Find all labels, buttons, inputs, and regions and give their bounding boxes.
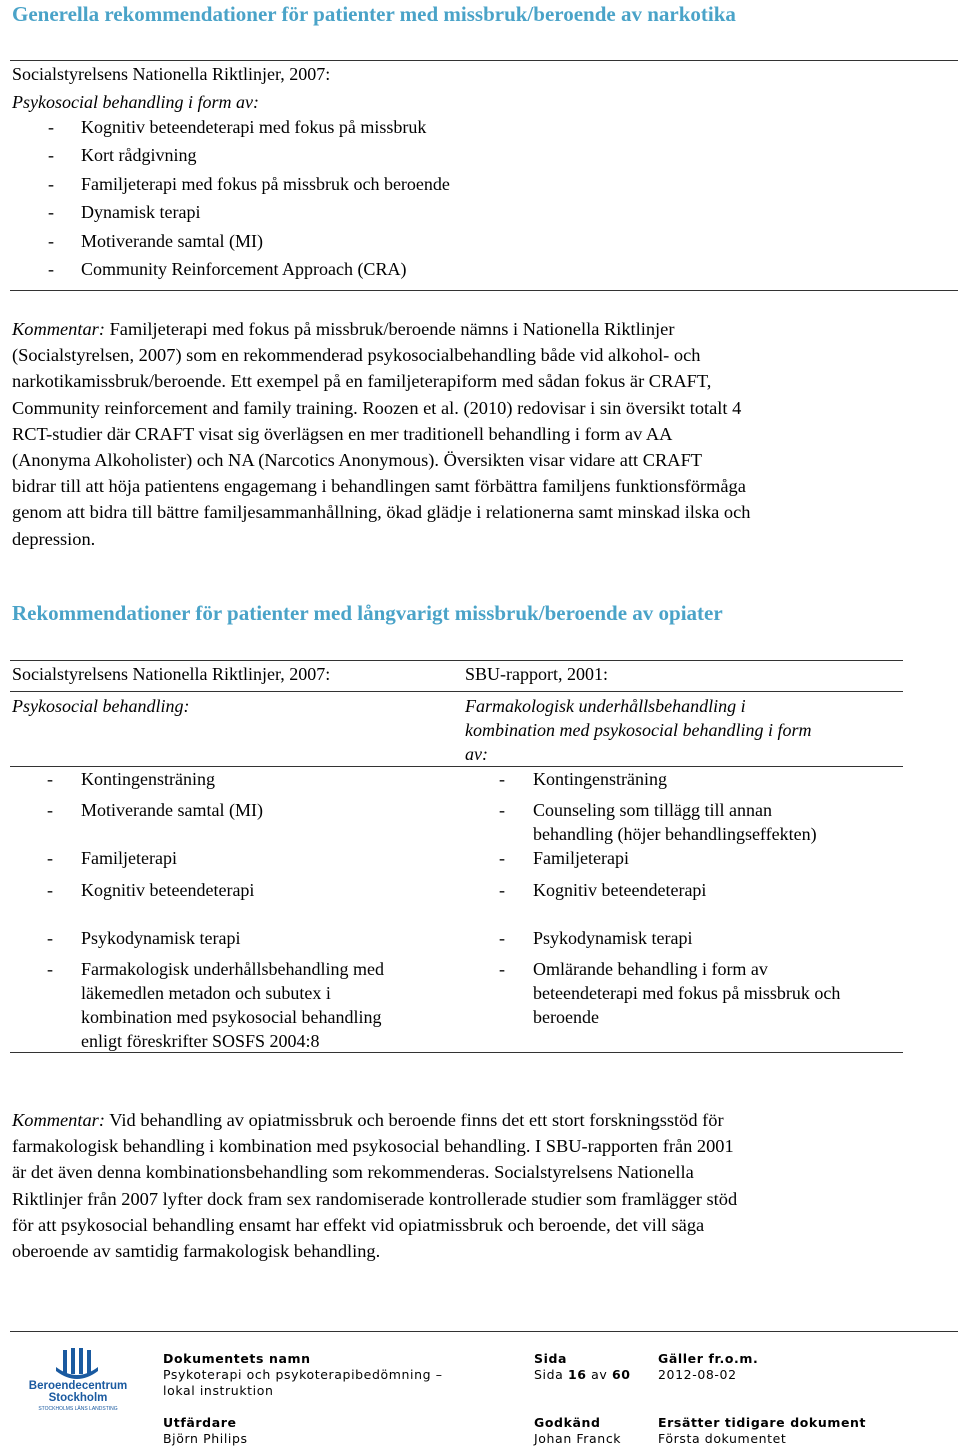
page-label: Sida — [534, 1351, 568, 1366]
table-left-item: Farmakologisk underhållsbehandling med läkemedlen metadon och subutex i kombination med psykosocial behandling enligt föreskrifter SOSFS 2004:8 — [81, 959, 384, 1051]
doc-name-line2: lokal instruktion — [163, 1383, 274, 1398]
logo-mark-icon — [22, 1347, 134, 1413]
logo-text-line3: STOCKHOLMS LÄNS LANDSTING — [38, 1406, 118, 1412]
table-header-left: Socialstyrelsens Nationella Riktlinjer, 2007: — [12, 664, 331, 684]
table-right-item: Omlärande behandling i form av beteendeterapi med fokus på missbruk och beroende — [533, 959, 841, 1027]
divider — [10, 290, 958, 291]
table-header-right: SBU-rapport, 2001: — [465, 664, 608, 684]
table-left-item: Familjeterapi — [81, 848, 177, 868]
footer-rule — [10, 1331, 958, 1332]
table-right-item: Counseling som tillägg till annan behandling (höjer behandlingseffekten) — [533, 800, 817, 844]
table-bottom-rule — [10, 1052, 903, 1053]
organization-logo — [22, 1347, 134, 1413]
table-left-item: Motiverande samtal (MI) — [81, 800, 263, 820]
comment-label: Kommentar: — [12, 1110, 105, 1130]
approved-label: Godkänd — [534, 1415, 601, 1430]
table-left-item: Psykodynamisk terapi — [81, 928, 241, 948]
valid-from-label: Gäller fr.o.m. — [658, 1351, 759, 1366]
valid-from-date: 2012-08-02 — [658, 1367, 737, 1382]
logo-text-line1: Beroendecentrum — [28, 1380, 128, 1392]
replaces-value: Första dokumentet — [658, 1431, 787, 1446]
issuer-label: Utfärdare — [163, 1415, 237, 1430]
table-header-rule — [10, 691, 903, 692]
table-right-item: Psykodynamisk terapi — [533, 928, 693, 948]
treatment-subheading: Psykosocial behandling i form av: — [12, 92, 259, 112]
table-left-item: Kognitiv beteendeterapi — [81, 880, 255, 900]
page-number: Sida 16 av 60 — [534, 1367, 631, 1382]
comment-paragraph: Kommentar: Vid behandling av opiatmissbruk och beroende finns det ett stort forskningsstöd för farmakologisk behandling i kombination med psykosocial behandling. I SBU-rapporten från 2001 är det även denna kombinationsbehandling som rekommenderas. Socialstyrelsens Nationella Riktlinjer från 2007 lyfter dock fram sex randomiserade kontrollerade studier som framlägger stöd för att psykosocial behandling ensamt har effekt vid opiatmissbruk och beroende, det vill säga oberoende av samtidig farmakologisk behandling. — [12, 1110, 738, 1261]
table-subheader-right: Farmakologisk underhållsbehandling i kombination med psykosocial behandling i form av: — [465, 696, 812, 764]
doc-name: Psykoterapi och psykoterapibedömning – — [163, 1367, 443, 1382]
doc-name-label: Dokumentets namn — [163, 1351, 311, 1366]
table-right-item: Familjeterapi — [533, 848, 629, 868]
table-right-item: Kognitiv beteendeterapi — [533, 880, 707, 900]
section-heading-opiater: Rekommendationer för patienter med långvarigt missbruk/beroende av opiater — [12, 601, 723, 625]
comment-label: Kommentar: — [12, 319, 105, 339]
comment-paragraph: Kommentar: Familjeterapi med fokus på missbruk/beroende nämns i Nationella Riktlinjer (Socialstyrelsen, 2007) som en rekommenderad psykosocialbehandling både vid alkohol- och narkotikamissbruk/beroende. Ett exempel på en familjeterapiform med sådan fokus är CRAFT, Community reinforcement and family training. Roozen et al. (2010) redovisar i sin översikt totalt 4 RCT-studier där CRAFT visat sig överlägsen en mer traditionell behandling i form av AA (Anonyma Alkoholister) och NA (Narcotics Anonymous). Översikten visar vidare att CRAFT bidrar till att höja patientens engagemang i behandlingen samt förbättra familjens funktionsförmåga genom att bidra till bättre familjesammanhållning, ökad glädje i relationerna samt minskad ilska och depression. — [12, 319, 751, 549]
replaces-label: Ersätter tidigare dokument — [658, 1415, 867, 1430]
table-right-item: Kontingensträning — [533, 769, 667, 789]
logo-text-line2: Stockholm — [48, 1392, 108, 1404]
table-subheader-left: Psykosocial behandling: — [12, 696, 190, 716]
table-left-item: Kontingensträning — [81, 769, 215, 789]
section-heading-narkotika: Generella rekommendationer för patienter med missbruk/beroende av narkotika — [12, 2, 736, 26]
table-top-rule — [10, 660, 903, 661]
issuer-name: Björn Philips — [163, 1431, 248, 1446]
approved-name: Johan Franck — [534, 1431, 622, 1446]
guideline-source: Socialstyrelsens Nationella Riktlinjer, 2007: — [12, 64, 331, 84]
